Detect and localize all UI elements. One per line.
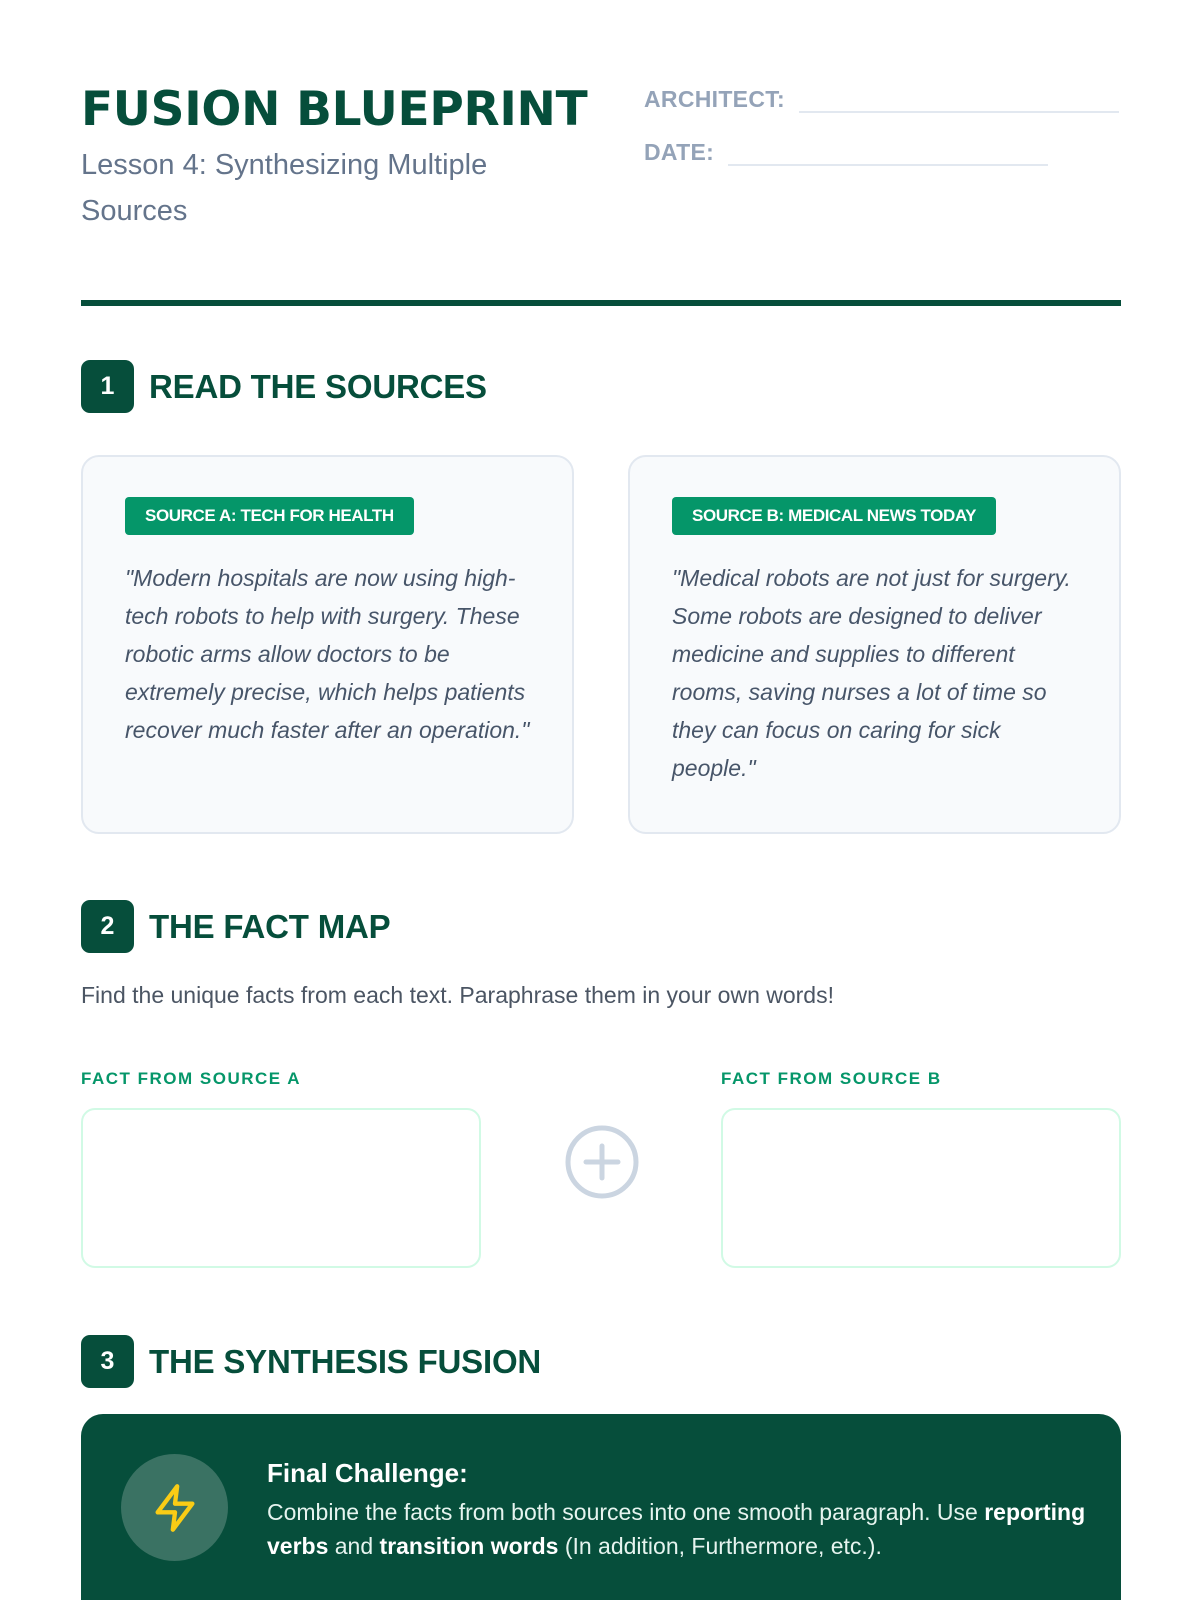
fact-a-label: FACT FROM SOURCE A [81, 1069, 301, 1088]
challenge-body-middle: and [328, 1533, 380, 1559]
challenge-text [267, 1458, 1087, 1563]
section-fact-map [81, 900, 390, 953]
challenge-body-start: Combine the facts from both sources into one smooth paragraph. Use [267, 1499, 985, 1525]
header-divider [81, 300, 1121, 306]
transition-words-term: transition words [379, 1533, 559, 1559]
date-label: DATE: [644, 139, 715, 165]
section-title-read: READ THE SOURCES [149, 367, 487, 405]
step-badge-2: 2 [81, 900, 134, 953]
challenge-instructions [267, 1495, 1087, 1563]
lesson-subtitle: Lesson 4: Synthesizing Multiple Sources [81, 149, 488, 227]
plus-circle-icon [564, 1124, 640, 1200]
date-field [644, 139, 1048, 166]
source-card-a [81, 455, 574, 834]
date-input-line[interactable] [728, 142, 1048, 166]
fact-a-input-box[interactable] [81, 1108, 481, 1268]
step-badge-1: 1 [81, 360, 134, 413]
final-challenge-panel [81, 1414, 1121, 1600]
fact-b-input-box[interactable] [721, 1108, 1121, 1268]
source-a-quote: "Modern hospitals are now using high-tech robots to help with surgery. These robotic arms allow doctors to be extremely precise, which helps patients recover much faster after an operation." [125, 565, 530, 743]
worksheet-header [81, 80, 1121, 306]
worksheet-page [81, 0, 1121, 1600]
architect-input-line[interactable] [799, 89, 1119, 113]
section-read-sources [81, 360, 487, 413]
source-b-quote: "Medical robots are not just for surgery. Some robots are designed to deliver medicine and supplies to different rooms, saving nurses a lot of time so they can focus on caring for sick people." [672, 565, 1071, 781]
architect-field [644, 86, 1119, 113]
section-title-fact-map: THE FACT MAP [149, 907, 391, 945]
source-a-tag: SOURCE A: TECH FOR HEALTH [125, 497, 414, 535]
fact-map-instructions: Find the unique facts from each text. Paraphrase them in your own words! [81, 982, 834, 1008]
architect-label: ARCHITECT: [644, 86, 785, 112]
reporting-verbs-term: reporting verbs [267, 1499, 1086, 1559]
challenge-body-end: (In addition, Furthermore, etc.). [558, 1533, 882, 1559]
section-title-synthesis: THE SYNTHESIS FUSION [149, 1342, 542, 1380]
source-card-b [628, 455, 1121, 834]
lightning-bolt-icon [149, 1482, 201, 1534]
challenge-title: Final Challenge: [267, 1458, 468, 1488]
section-synthesis [81, 1335, 541, 1388]
source-b-tag: SOURCE B: MEDICAL NEWS TODAY [672, 497, 996, 535]
fact-b-label: FACT FROM SOURCE B [721, 1069, 942, 1088]
worksheet-title: FUSION BLUEPRINT [81, 82, 588, 137]
bolt-icon-circle [121, 1454, 228, 1561]
step-badge-3: 3 [81, 1335, 134, 1388]
